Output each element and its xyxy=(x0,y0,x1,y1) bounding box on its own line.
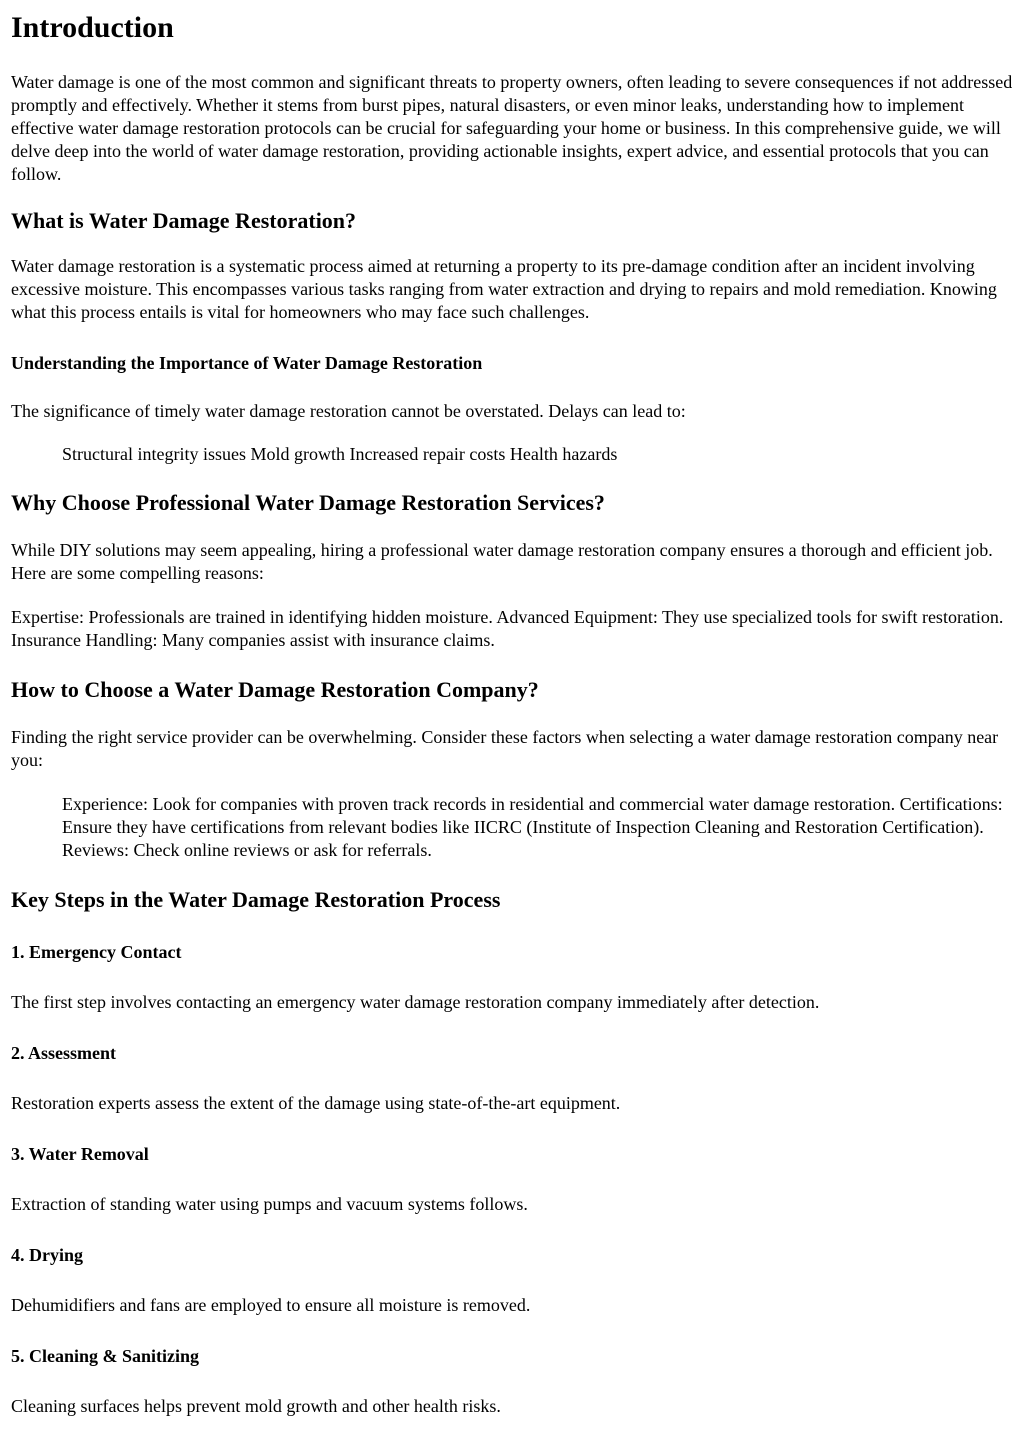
step-1-heading: 1. Emergency Contact xyxy=(11,942,182,962)
intro-paragraph: Water damage is one of the most common and significant threats to property owners, often leading to severe consequences if not addressed promptly and effectively. Whether it stems from burst pipes, natural disasters, or even minor leaks, understanding how to implement effective water damage restoration protocols can be crucial for safeguarding your home or business. In this comprehensive guide, we will delve deep into the world of water damage restoration, providing actionable insights, expert advice, and essential protocols that you can follow. xyxy=(11,72,1013,184)
step-5-heading: 5. Cleaning & Sanitizing xyxy=(11,1346,200,1366)
why-pro-paragraph: While DIY solutions may seem appealing, hiring a professional water damage restoration company ensures a thorough and efficient job. Here are some compelling reasons: xyxy=(11,540,993,583)
key-steps-heading: Key Steps in the Water Damage Restoration Process xyxy=(11,887,501,912)
step-2-heading: 2. Assessment xyxy=(11,1043,117,1063)
step-3-text: Extraction of standing water using pumps and vacuum systems follows. xyxy=(11,1194,528,1214)
why-pro-list: Expertise: Professionals are trained in identifying hidden moisture. Advanced Equipment: They use specialized tools for swift restoration. Insurance Handling: Many companies assist with insurance claims. xyxy=(11,607,1004,650)
step-4-text: Dehumidifiers and fans are employed to ensure all moisture is removed. xyxy=(11,1295,531,1315)
intro-heading: Introduction xyxy=(11,11,174,44)
how-choose-list: Experience: Look for companies with proven track records in residential and commercial water damage restoration. Certifications: Ensure they have certifications from relevant bodies like IICRC (Institute of Inspection Cleaning and Restoration Certification). Reviews: Check online reviews or ask for referrals. xyxy=(62,794,1003,860)
importance-list: Structural integrity issues Mold growth Increased repair costs Health hazards xyxy=(62,444,618,464)
step-5-text: Cleaning surfaces helps prevent mold growth and other health risks. xyxy=(11,1396,501,1416)
step-1-text: The first step involves contacting an emergency water damage restoration company immediately after detection. xyxy=(11,992,820,1012)
what-is-paragraph: Water damage restoration is a systematic process aimed at returning a property to its pre-damage condition after an incident involving excessive moisture. This encompasses various tasks ranging from water extraction and drying to repairs and mold remediation. Knowing what this process entails is vital for homeowners who may face such challenges. xyxy=(11,256,997,322)
what-is-heading: What is Water Damage Restoration? xyxy=(11,208,357,233)
importance-heading: Understanding the Importance of Water Damage Restoration xyxy=(11,353,483,373)
step-4-heading: 4. Drying xyxy=(11,1245,83,1265)
why-pro-heading: Why Choose Professional Water Damage Restoration Services? xyxy=(11,490,605,515)
step-2-text: Restoration experts assess the extent of the damage using state-of-the-art equipment. xyxy=(11,1093,621,1113)
how-choose-heading: How to Choose a Water Damage Restoration Company? xyxy=(11,677,539,702)
step-3-heading: 3. Water Removal xyxy=(11,1144,149,1164)
importance-paragraph: The significance of timely water damage restoration cannot be overstated. Delays can lead to: xyxy=(11,401,686,421)
how-choose-paragraph: Finding the right service provider can be overwhelming. Consider these factors when selecting a water damage restoration company near you: xyxy=(11,727,999,770)
